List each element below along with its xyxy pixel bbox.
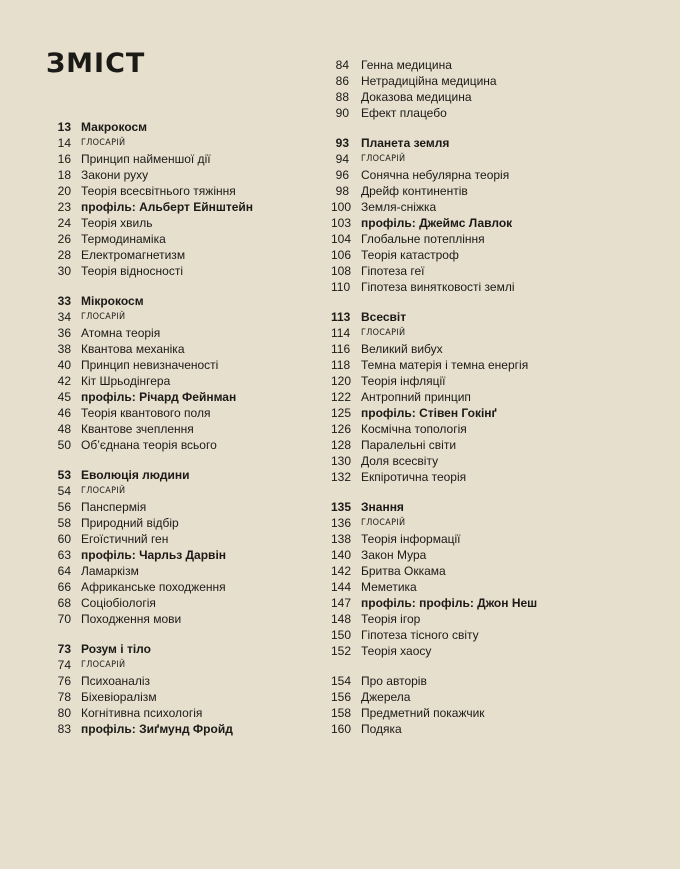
toc-entry-title: профіль: Стівен Гокінґ: [361, 406, 497, 420]
toc-page-number: 94: [335, 152, 349, 166]
toc-entry-title: Гіпотеза винятковості землі: [361, 280, 515, 294]
toc-entry-title: Генна медицина: [361, 58, 452, 72]
toc-entry-title: Екпіротична теорія: [361, 470, 467, 484]
toc-page-number: 103: [331, 216, 352, 230]
toc-page-number: 93: [335, 136, 349, 150]
toc-entry-title: Африканське походження: [81, 580, 226, 594]
toc-page-number: 108: [331, 264, 352, 278]
toc-page-number: 116: [331, 342, 351, 356]
toc-page-number: 14: [57, 136, 71, 150]
toc-page-number: 28: [57, 248, 71, 262]
toc-entry-title: Теорія ігор: [361, 612, 421, 626]
toc-page-number: 130: [331, 454, 352, 468]
toc-page-number: 48: [57, 422, 71, 436]
toc-page-number: 136: [331, 516, 352, 530]
toc-entry-title: Теорія інформації: [361, 532, 461, 546]
toc-page-number: 140: [331, 548, 352, 562]
toc-entry-title: Біхевіоралізм: [81, 690, 157, 704]
toc-entry-title: Закон Мура: [361, 548, 427, 562]
toc-entry-title: Планета земля: [361, 136, 450, 150]
toc-page-number: 42: [57, 374, 71, 388]
toc-entry-title: Космічна топологія: [361, 422, 467, 436]
toc-entry-title: Доля всесвіту: [361, 454, 439, 468]
toc-page-number: 70: [57, 612, 71, 626]
toc-page-number: 56: [57, 500, 71, 514]
toc-page-number: 33: [57, 294, 71, 308]
toc-entry-title: Егоїстичний ген: [81, 532, 169, 546]
toc-entry-title: Теорія хаосу: [361, 644, 432, 658]
toc-page-number: 147: [331, 596, 352, 610]
toc-page-number: 86: [335, 74, 349, 88]
toc-page-number: 84: [335, 58, 349, 72]
toc-entry-title: Гіпотеза геї: [361, 264, 425, 278]
toc-page-number: 38: [57, 342, 71, 356]
toc-page-number: 126: [331, 422, 352, 436]
toc-page-number: 23: [57, 200, 71, 214]
toc-entry-title: Термодинаміка: [81, 232, 166, 246]
toc-entry-title: Предметний покажчик: [361, 706, 485, 720]
toc-page-number: 40: [57, 358, 71, 372]
toc-page-number: 98: [335, 184, 349, 198]
toc-entry-title: Великий вибух: [361, 342, 443, 356]
toc-page-number: 138: [331, 532, 352, 546]
toc-page-number: 36: [57, 326, 71, 340]
toc-entry-title: Ламаркізм: [81, 564, 139, 578]
toc-page-number: 16: [57, 152, 71, 166]
toc-page-number: 160: [331, 722, 352, 736]
toc-page-number: 53: [57, 468, 71, 482]
toc-entry-title: Мікрокосм: [81, 294, 144, 308]
toc-entry-title: Природний відбір: [81, 516, 179, 530]
toc-page-number: 154: [331, 674, 352, 688]
toc-page-number: 45: [57, 390, 71, 404]
toc-entry-title: профіль: Річард Фейнман: [81, 390, 237, 404]
toc-page-number: 18: [57, 168, 71, 182]
toc-entry-title: Знання: [361, 500, 404, 514]
toc-entry-title: ГЛОСАРІЙ: [361, 328, 406, 338]
toc-page-number: 100: [331, 200, 352, 214]
toc-entry-title: Панспермія: [81, 500, 147, 514]
toc-page-number: 30: [57, 264, 71, 278]
toc-page-number: 34: [57, 310, 71, 324]
toc-entry-title: Дрейф континентів: [361, 184, 468, 198]
toc-page-number: 24: [57, 216, 71, 230]
toc-page-number: 90: [335, 106, 349, 120]
toc-page-number: 132: [331, 470, 352, 484]
toc-entry-title: Сонячна небулярна теорія: [361, 168, 510, 182]
toc-entry-title: Ефект плацебо: [361, 106, 447, 120]
toc-entry-title: Походження мови: [81, 612, 182, 626]
toc-entry-title: Принцип найменшої дії: [81, 152, 211, 166]
toc-page-number: 142: [331, 564, 352, 578]
toc-page-number: 88: [335, 90, 349, 104]
toc-entry-title: Гіпотеза тісного світу: [361, 628, 479, 642]
toc-page-number: 114: [331, 326, 351, 340]
toc-page-number: 152: [331, 644, 352, 658]
toc-entry-title: Еволюція людини: [81, 468, 190, 482]
toc-entry-title: Нетрадиційна медицина: [361, 74, 497, 88]
toc-page-number: 66: [57, 580, 71, 594]
toc-entry-title: Джерела: [361, 690, 411, 704]
toc-entry-title: Об’єднана теорія всього: [81, 438, 217, 452]
toc-page-number: 68: [57, 596, 71, 610]
toc-page-number: 104: [331, 232, 352, 246]
toc-page-number: 74: [57, 658, 71, 672]
toc-entry-title: ГЛОСАРІЙ: [81, 660, 126, 670]
toc-entry-title: Паралельні світи: [361, 438, 457, 452]
toc-entry-title: Теорія інфляції: [361, 374, 446, 388]
toc-entry-title: Атомна теорія: [81, 326, 161, 340]
toc-page-number: 150: [331, 628, 352, 642]
toc-entry-title: ГЛОСАРІЙ: [81, 138, 126, 148]
toc-page-number: 96: [335, 168, 349, 182]
toc-page-number: 58: [57, 516, 71, 530]
toc-entry-title: Земля-сніжка: [361, 200, 437, 214]
toc-page-number: 13: [57, 120, 71, 134]
toc-page-number: 50: [57, 438, 71, 452]
toc-entry-title: Кіт Шрьодінгера: [81, 374, 171, 388]
toc-entry-title: Бритва Оккама: [361, 564, 446, 578]
toc-entry-title: Теорія катастроф: [361, 248, 459, 262]
toc-entry-title: Теорія всесвітнього тяжіння: [81, 184, 236, 198]
toc-entry-title: профіль: профіль: Джон Неш: [361, 596, 538, 610]
toc-page-number: 83: [57, 722, 71, 736]
toc-page-number: 78: [57, 690, 71, 704]
toc-entry-title: Всесвіт: [361, 310, 407, 324]
toc-page-number: 76: [57, 674, 71, 688]
toc-page-number: 110: [331, 280, 351, 294]
toc-entry-title: Розум і тіло: [81, 642, 151, 656]
toc-page-number: 60: [57, 532, 71, 546]
toc-page-number: 80: [57, 706, 71, 720]
toc-entry-title: профіль: Джеймс Лавлок: [361, 216, 513, 230]
toc-entry-title: профіль: Чарльз Дарвін: [81, 548, 227, 562]
toc-entry-title: Когнітивна психологія: [81, 706, 203, 720]
toc-entry-title: Антропний принцип: [361, 390, 471, 404]
toc-page-number: 46: [57, 406, 71, 420]
toc-entry-title: ГЛОСАРІЙ: [361, 154, 406, 164]
toc-page-number: 64: [57, 564, 71, 578]
toc-entry-title: Закони руху: [81, 168, 149, 182]
toc-page-number: 54: [57, 484, 71, 498]
toc-entry-title: Психоаналіз: [81, 674, 151, 688]
toc-page-number: 135: [331, 500, 352, 514]
toc-page-number: 73: [57, 642, 71, 656]
toc-entry-title: Соціобіологія: [81, 596, 156, 610]
toc-page-number: 26: [57, 232, 71, 246]
toc-entry-title: профіль: Альберт Ейнштейн: [81, 200, 254, 214]
toc-page-number: 106: [331, 248, 352, 262]
toc-entry-title: Теорія хвиль: [81, 216, 153, 230]
toc-entry-title: Макрокосм: [81, 120, 148, 134]
toc-page-number: 156: [331, 690, 352, 704]
toc-entry-title: ГЛОСАРІЙ: [361, 518, 406, 528]
toc-entry-title: Квантова механіка: [81, 342, 185, 356]
toc-entry-title: Подяка: [361, 722, 402, 736]
toc-entry-title: Темна матерія і темна енергія: [361, 358, 529, 372]
toc-page-number: 144: [331, 580, 352, 594]
toc-page-number: 63: [57, 548, 71, 562]
toc-entry-title: Електромагнетизм: [81, 248, 186, 262]
toc-entry-title: Теорія квантового поля: [81, 406, 211, 420]
toc-entry-title: Квантове зчеплення: [81, 422, 194, 436]
toc-entry-title: Глобальне потепління: [361, 232, 485, 246]
toc-page-number: 20: [57, 184, 71, 198]
toc-entry-title: Про авторів: [361, 674, 427, 688]
toc-page-number: 158: [331, 706, 352, 720]
toc-entry-title: Доказова медицина: [361, 90, 472, 104]
toc-page-number: 148: [331, 612, 352, 626]
toc-entry-title: Принцип невизначеності: [81, 358, 219, 372]
toc-entry-title: ГЛОСАРІЙ: [81, 312, 126, 322]
toc-page-number: 113: [331, 310, 351, 324]
toc-page-number: 125: [331, 406, 352, 420]
toc-page-number: 128: [331, 438, 352, 452]
toc-entry-title: профіль: Зиґмунд Фройд: [81, 722, 233, 736]
toc-entry-title: Теорія відносності: [81, 264, 183, 278]
toc-entry-title: Меметика: [361, 580, 417, 594]
toc-page-number: 118: [331, 358, 351, 372]
page-title: ЗМІСТ: [46, 48, 146, 79]
toc-page-number: 120: [331, 374, 352, 388]
toc-entry-title: ГЛОСАРІЙ: [81, 486, 126, 496]
toc-page-number: 122: [331, 390, 352, 404]
